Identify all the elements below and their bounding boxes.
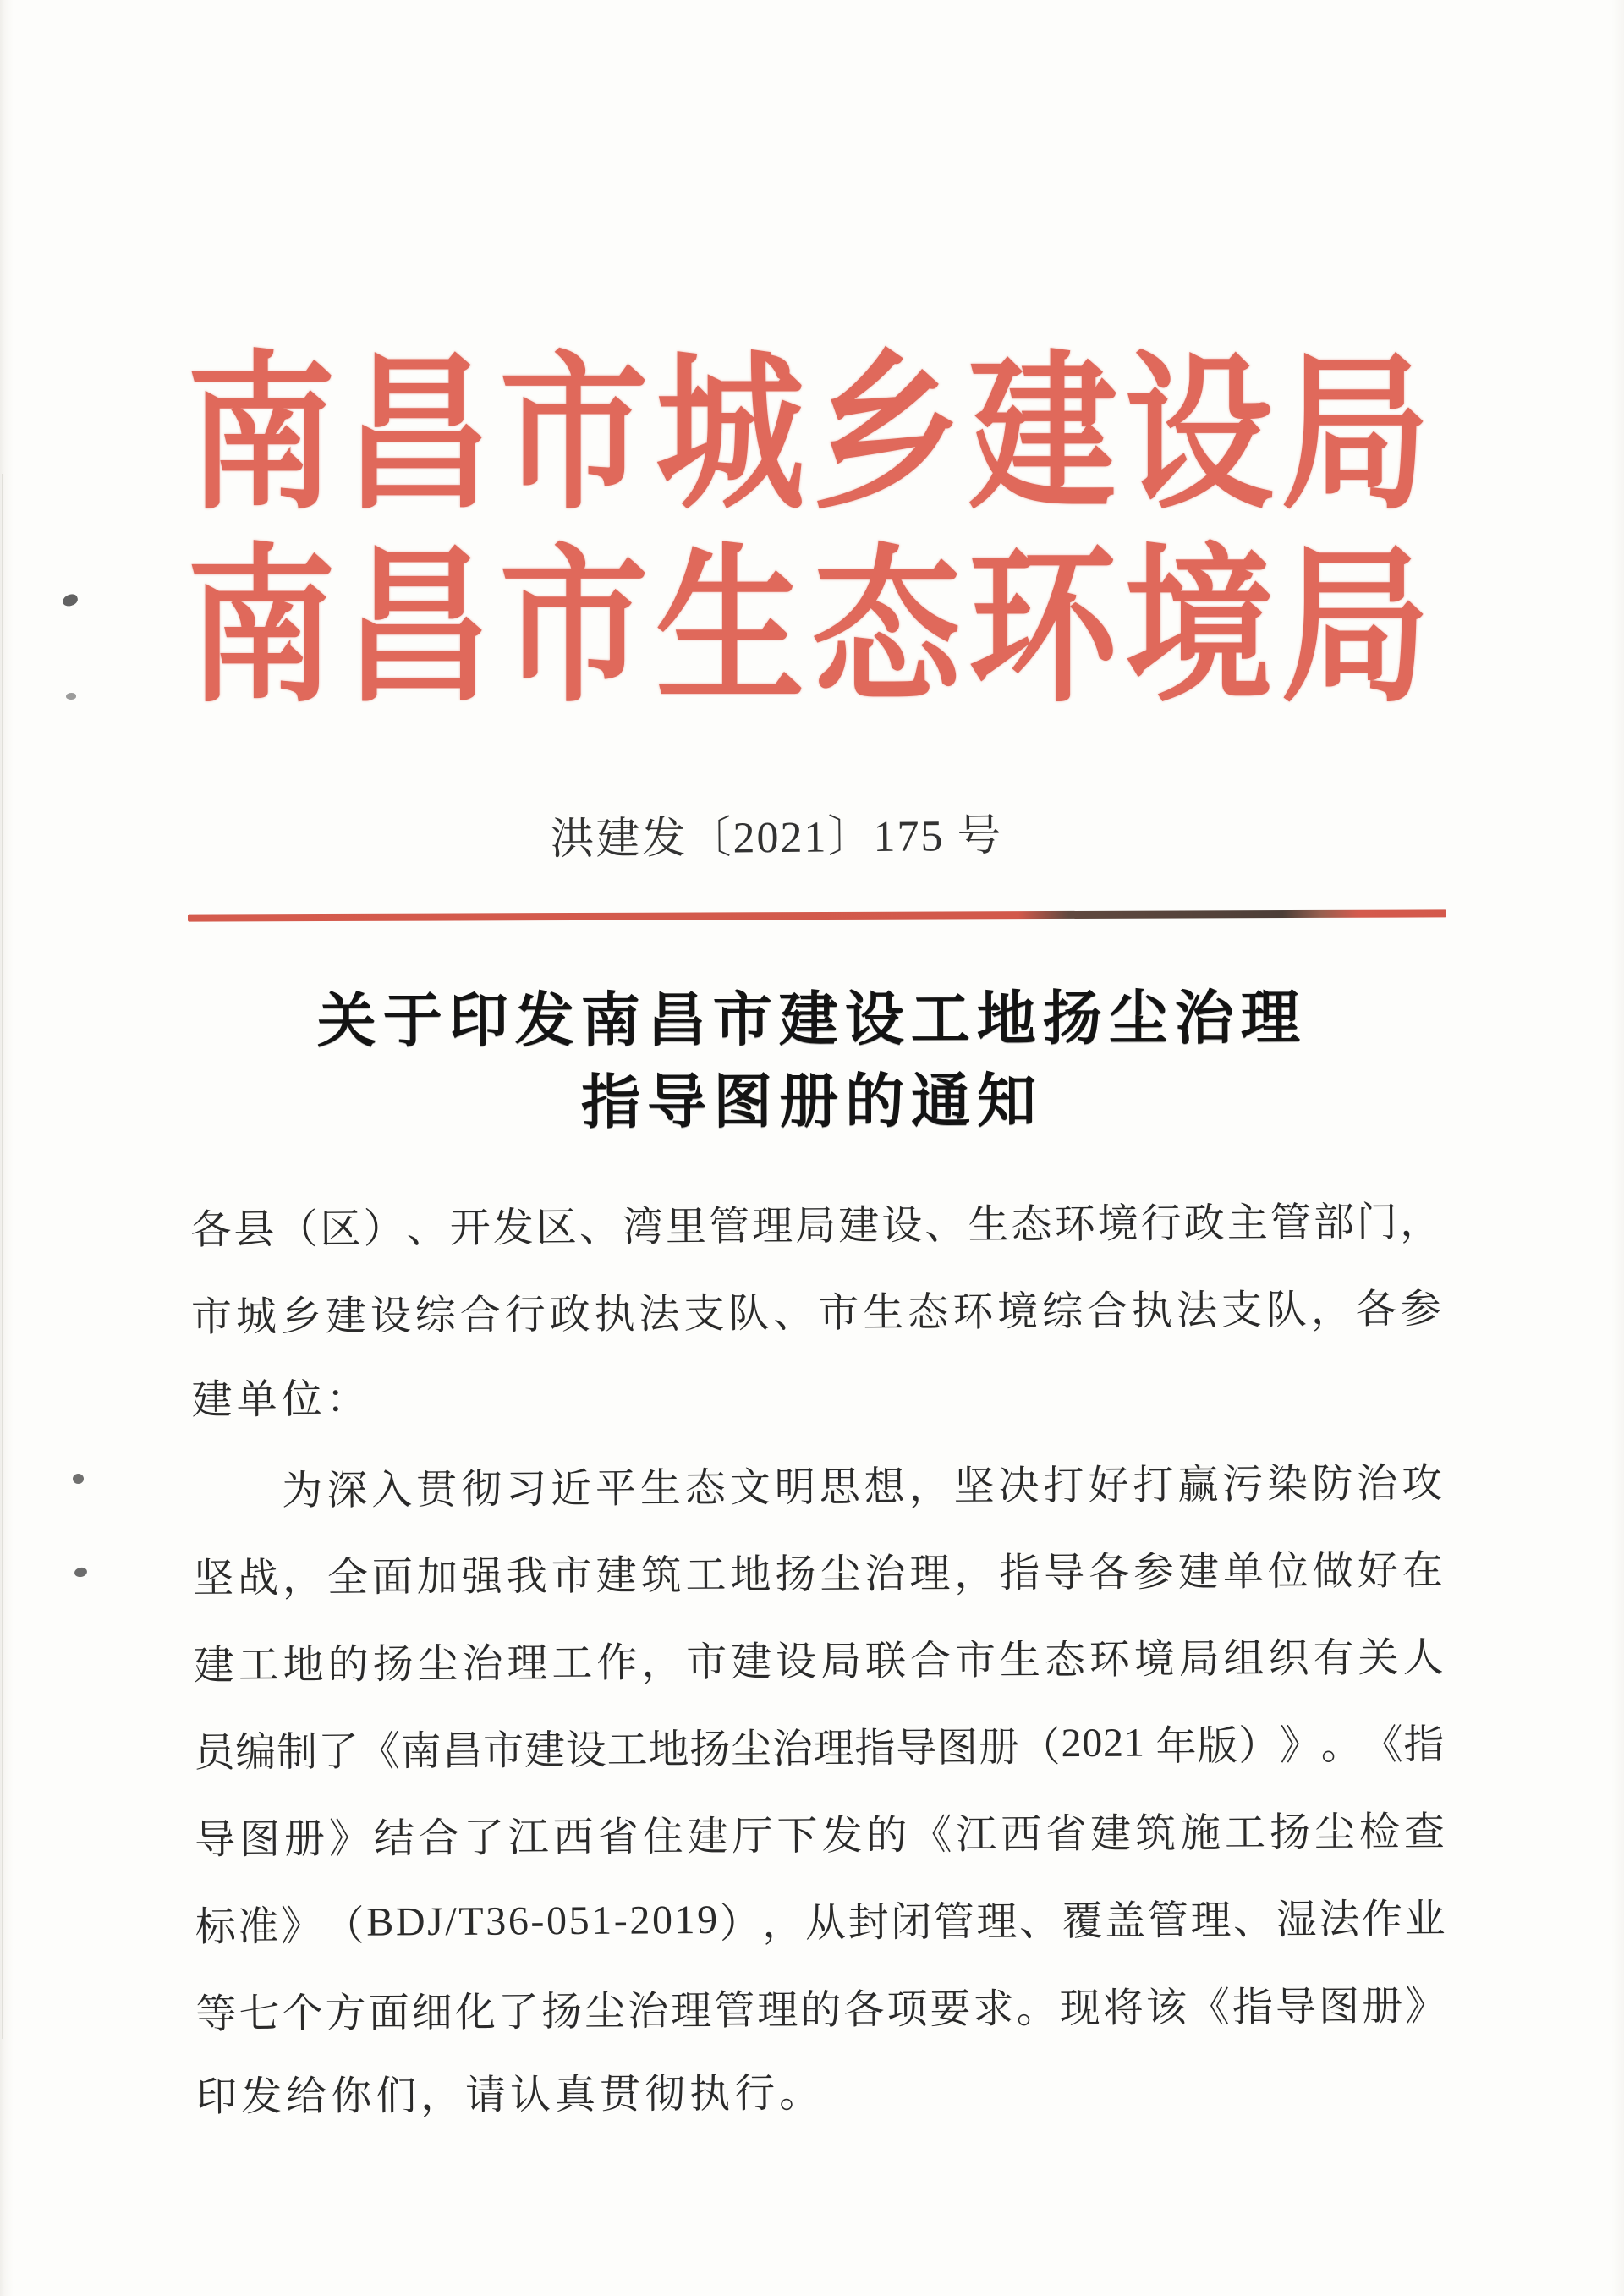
body-line: 市 城 乡 建 设 综 合 行 政 执 法 支 队 、 市 生 态 环 境 综 合 执 法 支 队 ， 各 参 (190, 1287, 1441, 1340)
ink-dot-artifact (73, 1474, 84, 1484)
body-line: 坚 战 ， 全 面 加 强 我 市 建 筑 工 地 扬 尘 治 理 ， 指 导 各 参 建 单 位 做 好 在 (192, 1548, 1444, 1601)
body-line: 导 图 册 》 结 合 了 江 西 省 住 建 厅 下 发 的 《 江 西 省 建 筑 施 工 扬 尘 检 查 (194, 1810, 1446, 1863)
body-line: 建单位： (191, 1376, 371, 1423)
document-body (190, 1174, 1446, 2141)
red-divider-line (188, 909, 1446, 921)
body-line: 建 工 地 的 扬 尘 治 理 工 作 ， 市 建 设 局 联 合 市 生 态 环 境 局 组 织 有 关 人 (193, 1635, 1444, 1689)
body-line: 印发给你们，请认真贯彻执行。 (195, 2071, 825, 2120)
ink-dot-artifact (74, 1567, 88, 1579)
agency-name-line2: 南昌市生态环境局 (186, 536, 1438, 722)
body-line: 各 县 （ 区 ） 、 开 发 区 、 湾 里 管 理 局 建 设 、 生 态 环 境 行 政 主 管 部 门 ， (190, 1200, 1441, 1253)
document-number: 洪建发〔2021〕175 号 (550, 811, 1003, 865)
document-title-line2: 指导图册的通知 (581, 1069, 1044, 1136)
agency-name-line1: 南昌市城乡建设局 (186, 343, 1438, 530)
agency-header (0, 340, 1624, 726)
ink-dot-artifact (66, 693, 76, 700)
body-line: 员 编 制 了 《 南 昌 市 建 设 工 地 扬 尘 治 理 指 导 图 册 （ 2 0 2 1 年 版 ） 》 。 《 指 (194, 1720, 1445, 1776)
document-title-line1: 关于印发南昌市建设工地扬尘治理 (316, 986, 1307, 1056)
body-line: 标 准 》 （ B D J / T 3 6 - 0 5 1 - 2 0 1 9 ） ， 从 封 闭 管 理 、 覆 盖 管 理 、 湿 法 作 业 (195, 1897, 1446, 1950)
document-title (0, 977, 1624, 1147)
body-line: 等 七 个 方 面 细 化 了 扬 尘 治 理 管 理 的 各 项 要 求 。 现 将 该 《 指 导 图 册 》 (195, 1984, 1446, 2037)
body-line: 为 深 入 贯 彻 习 近 平 生 态 文 明 思 想 ， 坚 决 打 好 打 赢 污 染 防 治 攻 (282, 1461, 1443, 1514)
